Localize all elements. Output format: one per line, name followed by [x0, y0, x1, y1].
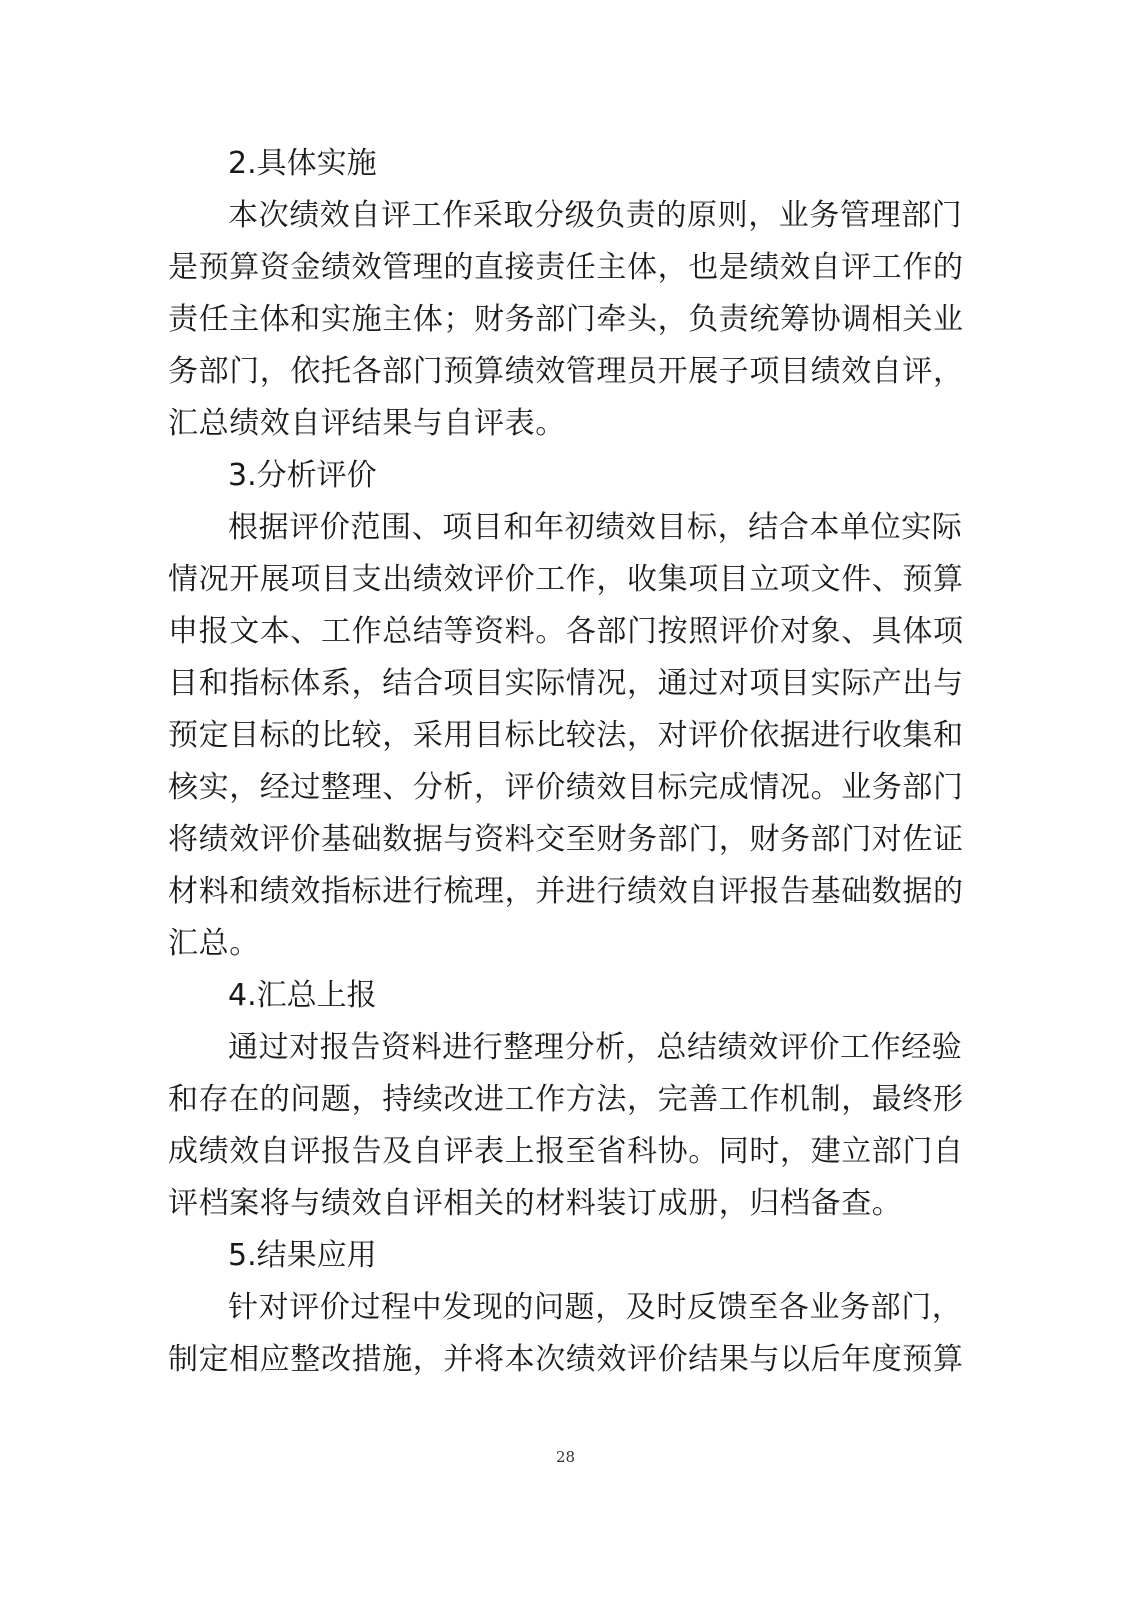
paragraph-line: 预定目标的比较，采用目标比较法，对评价依据进行收集和 [168, 718, 964, 753]
paragraph-line: 制定相应整改措施，并将本次绩效评价结果与以后年度预算 [168, 1342, 964, 1377]
paragraph-line: 和存在的问题，持续改进工作方法，完善工作机制，最终形 [168, 1082, 964, 1117]
section-heading: 4.汇总上报 [228, 978, 377, 1013]
paragraph-line: 评档案将与绩效自评相关的材料装订成册，归档备查。 [168, 1186, 903, 1221]
paragraph-line: 汇总。 [168, 926, 260, 961]
paragraph-line: 申报文本、工作总结等资料。各部门按照评价对象、具体项 [168, 614, 964, 649]
paragraph-line: 目和指标体系，结合项目实际情况，通过对项目实际产出与 [168, 666, 964, 701]
paragraph-line: 汇总绩效自评结果与自评表。 [168, 406, 566, 441]
document-body [168, 138, 964, 1386]
paragraph-line: 材料和绩效指标进行梳理，并进行绩效自评报告基础数据的 [168, 874, 964, 909]
paragraph-line: 责任主体和实施主体；财务部门牵头，负责统筹协调相关业 [168, 302, 964, 337]
paragraph-line: 针对评价过程中发现的问题，及时反馈至各业务部门， [228, 1290, 963, 1325]
paragraph-line: 本次绩效自评工作采取分级负责的原则，业务管理部门 [228, 198, 963, 233]
paragraph-line: 情况开展项目支出绩效评价工作，收集项目立项文件、预算 [168, 562, 964, 597]
section-heading: 3.分析评价 [228, 458, 377, 493]
paragraph-line: 核实，经过整理、分析，评价绩效目标完成情况。业务部门 [168, 770, 964, 805]
paragraph-line: 将绩效评价基础数据与资料交至财务部门，财务部门对佐证 [168, 822, 964, 857]
paragraph-line: 根据评价范围、项目和年初绩效目标，结合本单位实际 [228, 510, 963, 545]
paragraph-line: 成绩效自评报告及自评表上报至省科协。同时，建立部门自 [168, 1134, 964, 1169]
section-heading: 2.具体实施 [228, 146, 377, 181]
paragraph-line: 是预算资金绩效管理的直接责任主体，也是绩效自评工作的 [168, 250, 964, 285]
paragraph-line: 通过对报告资料进行整理分析，总结绩效评价工作经验 [228, 1030, 963, 1065]
page-number: 28 [555, 1448, 576, 1466]
paragraph-line: 务部门，依托各部门预算绩效管理员开展子项目绩效自评， [168, 354, 964, 389]
section-heading: 5.结果应用 [228, 1238, 377, 1273]
